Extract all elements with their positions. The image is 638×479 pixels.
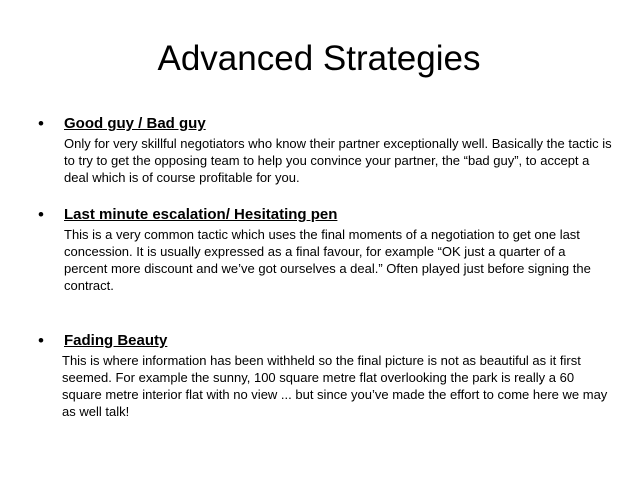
- bullet-icon: •: [38, 114, 44, 133]
- bullet-icon: •: [38, 205, 44, 224]
- bullet-body: This is a very common tactic which uses the final moments of a negotiation to get one last concession. It is usually expressed as a final favour, for example “OK just a quarter of a percent more discount and we’ve got ourselves a deal.” Often played just before signing the contract.: [64, 227, 591, 293]
- bullet-heading: Fading Beauty: [64, 332, 168, 349]
- bullet-icon: •: [38, 331, 44, 350]
- bullet-heading: Last minute escalation/ Hesitating pen: [64, 206, 338, 223]
- bullet-heading: Good guy / Bad guy: [64, 115, 206, 132]
- bullet-body: This is where information has been withheld so the final picture is not as beautiful as it first seemed. For example the sunny, 100 square metre flat overlooking the park is really a 60 square metre interior flat with no view ... but since you’ve made the effort to come here we may as well talk!: [62, 353, 608, 419]
- slide-title: Advanced Strategies: [157, 39, 481, 78]
- bullet-body: Only for very skillful negotiators who know their partner exceptionally well. Basically the tactic is to try to get the opposing team to help you convince your partner, the “bad guy”, to accept a deal which is of course profitable for you.: [64, 136, 612, 185]
